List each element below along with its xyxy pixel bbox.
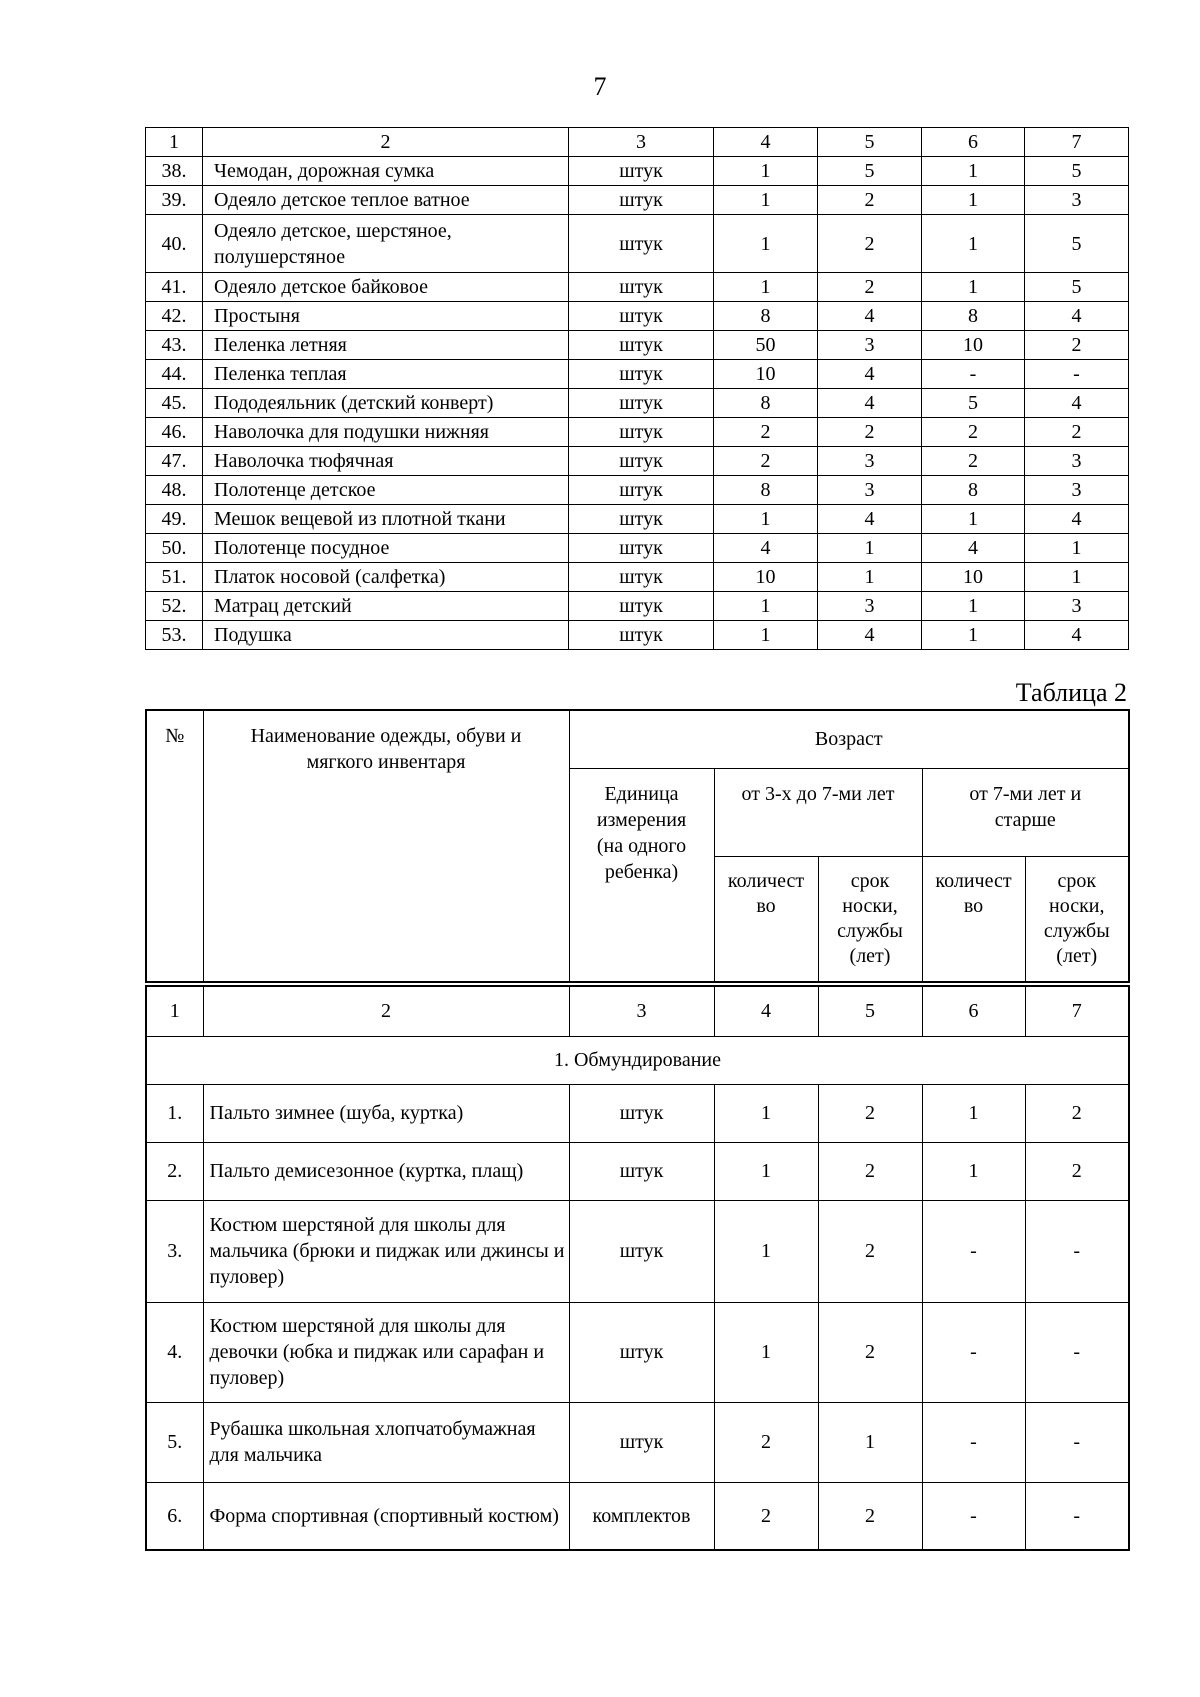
qty-age-3-7: 8: [714, 476, 818, 505]
term-age-7-plus: 4: [1025, 505, 1129, 534]
table-2-body: [145, 985, 1130, 1551]
qty-age-7-plus: 2: [922, 447, 1025, 476]
unit: штук: [569, 447, 714, 476]
qty-age-7-plus: 1: [922, 157, 1025, 186]
term-age-7-plus: 5: [1025, 157, 1129, 186]
table-row: [146, 534, 1129, 563]
table-row: [146, 360, 1129, 389]
qty-age-7-plus: 1: [922, 273, 1025, 302]
qty-age-7-plus: 5: [922, 389, 1025, 418]
unit: штук: [569, 389, 714, 418]
qty-age-3-7: 1: [714, 273, 818, 302]
unit: штук: [569, 157, 714, 186]
qty-age-3-7: 2: [714, 1402, 818, 1482]
term-age-7-plus: 2: [1025, 1142, 1129, 1200]
unit: штук: [569, 1142, 714, 1200]
row-number: 52.: [146, 592, 203, 621]
row-number: 49.: [146, 505, 203, 534]
term-age-7-plus: 5: [1025, 273, 1129, 302]
qty-age-3-7: 8: [714, 389, 818, 418]
col-num-7: 7: [1025, 986, 1129, 1036]
term-age-7-plus: 4: [1025, 302, 1129, 331]
item-name: Подушка: [203, 621, 569, 650]
term-age-7-plus: -: [1025, 1402, 1129, 1482]
unit: штук: [569, 563, 714, 592]
header-unit: Единица измерения (на одного ребенка): [569, 768, 714, 982]
term-age-7-plus: 3: [1025, 476, 1129, 505]
item-name: Матрац детский: [203, 592, 569, 621]
unit: штук: [569, 476, 714, 505]
header-term-2: срок носки, службы (лет): [1025, 856, 1129, 982]
term-age-7-plus: -: [1025, 360, 1129, 389]
term-age-3-7: 2: [818, 273, 922, 302]
header-qty-1: количест во: [714, 856, 818, 982]
item-name: Пальто демисезонное (куртка, плащ): [203, 1142, 569, 1200]
qty-age-3-7: 50: [714, 331, 818, 360]
item-name: Костюм шерстяной для школы для мальчика (брюки и пиджак или джинсы и пуловер): [203, 1200, 569, 1302]
term-age-3-7: 1: [818, 534, 922, 563]
table-row: [146, 1084, 1129, 1142]
item-name: Чемодан, дорожная сумка: [203, 157, 569, 186]
unit: штук: [569, 418, 714, 447]
unit: штук: [569, 621, 714, 650]
term-age-3-7: 1: [818, 563, 922, 592]
qty-age-7-plus: -: [922, 1402, 1025, 1482]
qty-age-3-7: 1: [714, 592, 818, 621]
term-age-7-plus: 2: [1025, 1084, 1129, 1142]
row-number: 44.: [146, 360, 203, 389]
table-row: [146, 505, 1129, 534]
item-name: Платок носовой (салфетка): [203, 563, 569, 592]
header-item-name: Наименование одежды, обуви и мягкого инвентаря: [203, 710, 569, 982]
row-number: 1.: [146, 1084, 203, 1142]
table-row: [146, 447, 1129, 476]
term-age-3-7: 2: [818, 1142, 922, 1200]
header-qty-2: количест во: [922, 856, 1025, 982]
unit: штук: [569, 302, 714, 331]
row-number: 47.: [146, 447, 203, 476]
qty-age-7-plus: 1: [922, 215, 1025, 273]
qty-age-7-plus: 10: [922, 331, 1025, 360]
term-age-3-7: 3: [818, 476, 922, 505]
unit: штук: [569, 592, 714, 621]
qty-age-3-7: 2: [714, 418, 818, 447]
qty-age-7-plus: 10: [922, 563, 1025, 592]
unit: штук: [569, 1402, 714, 1482]
item-name: Мешок вещевой из плотной ткани: [203, 505, 569, 534]
qty-age-3-7: 1: [714, 505, 818, 534]
col-num-2: 2: [203, 986, 569, 1036]
table-row: [146, 1482, 1129, 1550]
qty-age-3-7: 1: [714, 1084, 818, 1142]
term-age-7-plus: 1: [1025, 534, 1129, 563]
table-row: [146, 563, 1129, 592]
qty-age-3-7: 1: [714, 186, 818, 215]
unit: штук: [569, 1200, 714, 1302]
qty-age-7-plus: 1: [922, 592, 1025, 621]
item-name: Костюм шерстяной для школы для девочки (юбка и пиджак или сарафан и пуловер): [203, 1302, 569, 1402]
table-row: [146, 418, 1129, 447]
qty-age-7-plus: 1: [922, 186, 1025, 215]
qty-age-7-plus: -: [922, 1302, 1025, 1402]
col-num-4: 4: [714, 128, 818, 157]
col-num-5: 5: [818, 128, 922, 157]
header-age: Возраст: [569, 710, 1129, 768]
qty-age-7-plus: -: [922, 1482, 1025, 1550]
col-num-1: 1: [146, 128, 203, 157]
unit: комплектов: [569, 1482, 714, 1550]
item-name: Одеяло детское байковое: [203, 273, 569, 302]
col-num-6: 6: [922, 986, 1025, 1036]
item-name: Пальто зимнее (шуба, куртка): [203, 1084, 569, 1142]
item-name: Наволочка тюфячная: [203, 447, 569, 476]
row-number: 2.: [146, 1142, 203, 1200]
table-row: [146, 1200, 1129, 1302]
row-number: 5.: [146, 1402, 203, 1482]
col-num-3: 3: [569, 986, 714, 1036]
col-num-3: 3: [569, 128, 714, 157]
section-title: 1. Обмундирование: [146, 1036, 1129, 1084]
col-num-5: 5: [818, 986, 922, 1036]
qty-age-3-7: 1: [714, 621, 818, 650]
term-age-3-7: 2: [818, 1482, 922, 1550]
term-age-3-7: 4: [818, 621, 922, 650]
qty-age-7-plus: 1: [922, 621, 1025, 650]
term-age-3-7: 4: [818, 302, 922, 331]
qty-age-3-7: 1: [714, 1200, 818, 1302]
unit: штук: [569, 505, 714, 534]
qty-age-7-plus: 8: [922, 476, 1025, 505]
table-row: [146, 592, 1129, 621]
row-number: 53.: [146, 621, 203, 650]
table-row: [146, 476, 1129, 505]
term-age-7-plus: -: [1025, 1200, 1129, 1302]
col-num-2: 2: [203, 128, 569, 157]
qty-age-7-plus: 1: [922, 1142, 1025, 1200]
section-row: [146, 1036, 1129, 1084]
row-number: 41.: [146, 273, 203, 302]
row-number: 4.: [146, 1302, 203, 1402]
unit: штук: [569, 215, 714, 273]
qty-age-3-7: 10: [714, 563, 818, 592]
row-number: 46.: [146, 418, 203, 447]
table-row: [146, 215, 1129, 273]
term-age-3-7: 3: [818, 331, 922, 360]
term-age-3-7: 3: [818, 447, 922, 476]
qty-age-3-7: 10: [714, 360, 818, 389]
unit: штук: [569, 1302, 714, 1402]
term-age-3-7: 2: [818, 215, 922, 273]
term-age-7-plus: 3: [1025, 592, 1129, 621]
table-2-colnum-row: [146, 986, 1129, 1036]
term-age-7-plus: 3: [1025, 447, 1129, 476]
qty-age-7-plus: -: [922, 1200, 1025, 1302]
term-age-7-plus: -: [1025, 1302, 1129, 1402]
table-row: [146, 1302, 1129, 1402]
term-age-3-7: 2: [818, 1200, 922, 1302]
term-age-3-7: 3: [818, 592, 922, 621]
qty-age-3-7: 2: [714, 1482, 818, 1550]
table-1-header-row: [146, 128, 1129, 157]
item-name: Форма спортивная (спортивный костюм): [203, 1482, 569, 1550]
qty-age-7-plus: 1: [922, 505, 1025, 534]
table-row: [146, 621, 1129, 650]
unit: штук: [569, 273, 714, 302]
term-age-7-plus: 2: [1025, 418, 1129, 447]
qty-age-3-7: 8: [714, 302, 818, 331]
row-number: 3.: [146, 1200, 203, 1302]
item-name: Рубашка школьная хлопчатобумажная для мальчика: [203, 1402, 569, 1482]
header-age-3-7: от 3-х до 7-ми лет: [714, 768, 922, 856]
table-row: [146, 186, 1129, 215]
table-2-header: [145, 709, 1130, 983]
unit: штук: [569, 186, 714, 215]
row-number: 50.: [146, 534, 203, 563]
item-name: Наволочка для подушки нижняя: [203, 418, 569, 447]
item-name: Простыня: [203, 302, 569, 331]
row-number: 43.: [146, 331, 203, 360]
row-number: 42.: [146, 302, 203, 331]
unit: штук: [569, 331, 714, 360]
row-number: 45.: [146, 389, 203, 418]
col-num-4: 4: [714, 986, 818, 1036]
unit: штук: [569, 360, 714, 389]
term-age-7-plus: 5: [1025, 215, 1129, 273]
item-name: Одеяло детское теплое ватное: [203, 186, 569, 215]
qty-age-3-7: 2: [714, 447, 818, 476]
item-name: Пеленка теплая: [203, 360, 569, 389]
term-age-3-7: 2: [818, 1302, 922, 1402]
term-age-3-7: 4: [818, 505, 922, 534]
term-age-3-7: 1: [818, 1402, 922, 1482]
unit: штук: [569, 1084, 714, 1142]
item-name: Полотенце детское: [203, 476, 569, 505]
term-age-3-7: 5: [818, 157, 922, 186]
unit: штук: [569, 534, 714, 563]
term-age-7-plus: 1: [1025, 563, 1129, 592]
term-age-3-7: 2: [818, 186, 922, 215]
row-number: 51.: [146, 563, 203, 592]
qty-age-7-plus: 8: [922, 302, 1025, 331]
term-age-7-plus: 4: [1025, 621, 1129, 650]
col-num-6: 6: [922, 128, 1025, 157]
item-name: Полотенце посудное: [203, 534, 569, 563]
header-term-1: срок носки, службы (лет): [818, 856, 922, 982]
table-row: [146, 302, 1129, 331]
qty-age-7-plus: 4: [922, 534, 1025, 563]
term-age-7-plus: 4: [1025, 389, 1129, 418]
item-name: Пододеяльник (детский конверт): [203, 389, 569, 418]
qty-age-7-plus: -: [922, 360, 1025, 389]
row-number: 48.: [146, 476, 203, 505]
table-row: [146, 157, 1129, 186]
col-num-1: 1: [146, 986, 203, 1036]
qty-age-3-7: 1: [714, 157, 818, 186]
row-number: 38.: [146, 157, 203, 186]
qty-age-3-7: 1: [714, 1142, 818, 1200]
row-number: 40.: [146, 215, 203, 273]
row-number: 39.: [146, 186, 203, 215]
header-age-7-plus: от 7-ми лет и старше: [922, 768, 1129, 856]
qty-age-7-plus: 1: [922, 1084, 1025, 1142]
term-age-7-plus: 2: [1025, 331, 1129, 360]
row-number: 6.: [146, 1482, 203, 1550]
table-row: [146, 273, 1129, 302]
term-age-7-plus: -: [1025, 1482, 1129, 1550]
table-row: [146, 1402, 1129, 1482]
col-num-7: 7: [1025, 128, 1129, 157]
qty-age-7-plus: 2: [922, 418, 1025, 447]
table-2-caption: Таблица 2: [1015, 678, 1127, 707]
term-age-7-plus: 3: [1025, 186, 1129, 215]
page-number: 7: [593, 72, 607, 101]
qty-age-3-7: 1: [714, 1302, 818, 1402]
item-name: Пеленка летняя: [203, 331, 569, 360]
term-age-3-7: 2: [818, 418, 922, 447]
item-name: Одеяло детское, шерстяное, полушерстяное: [203, 215, 569, 273]
term-age-3-7: 2: [818, 1084, 922, 1142]
header-num: №: [146, 710, 203, 982]
term-age-3-7: 4: [818, 360, 922, 389]
qty-age-3-7: 4: [714, 534, 818, 563]
table-row: [146, 1142, 1129, 1200]
qty-age-3-7: 1: [714, 215, 818, 273]
table-row: [146, 331, 1129, 360]
table-row: [146, 389, 1129, 418]
table-1: [145, 127, 1129, 650]
term-age-3-7: 4: [818, 389, 922, 418]
